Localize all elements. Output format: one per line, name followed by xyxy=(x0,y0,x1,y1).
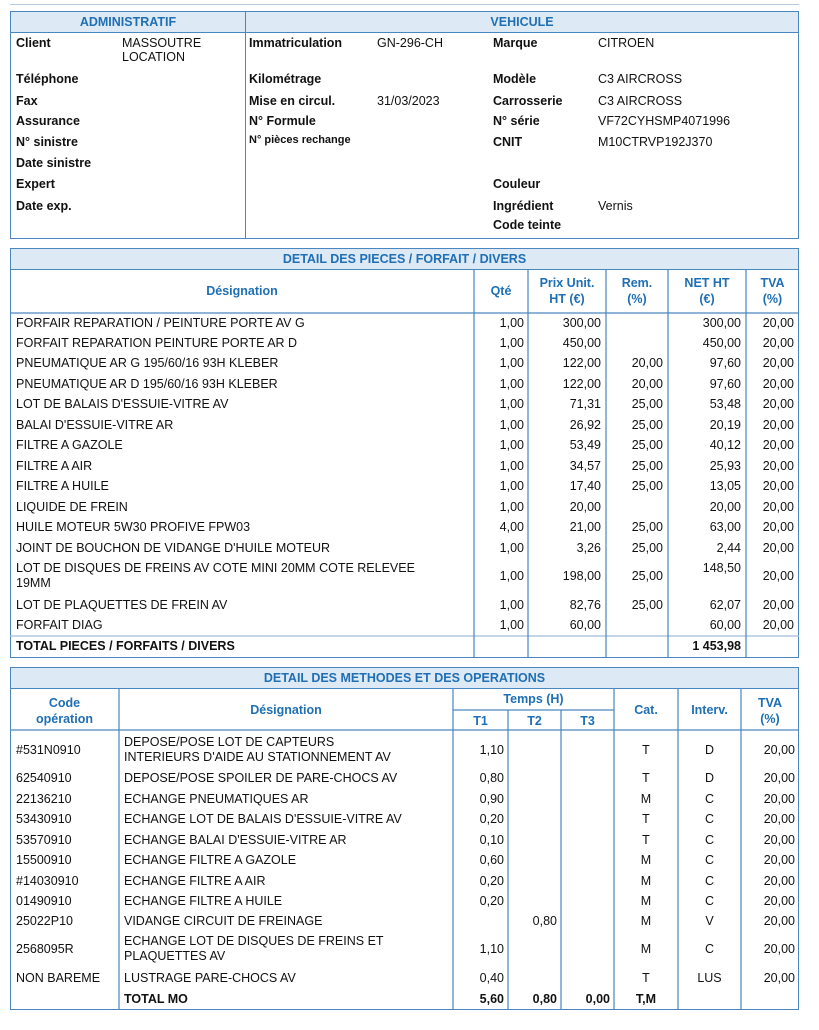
ops-row-tva: 20,00 xyxy=(763,792,795,806)
parts-row-qty: 1,00 xyxy=(499,316,524,330)
ops-row-interv: C xyxy=(704,874,715,888)
ops-row-interv: C xyxy=(704,853,715,867)
ops-row-tva: 20,00 xyxy=(763,894,795,908)
parts-row-net: 148,50 xyxy=(702,561,741,575)
parts-row-designation: FILTRE A AIR xyxy=(16,459,93,473)
parts-row-designation: JOINT DE BOUCHON DE VIDANGE D'HUILE MOTEUR xyxy=(16,541,330,555)
ops-row-designation: ECHANGE LOT DE DISQUES DE FREINS ET PLAQUETTES AV xyxy=(124,934,384,963)
parts-row-rem: 25,00 xyxy=(631,569,663,583)
admin-label: Client xyxy=(16,36,51,50)
ops-row-cat: M xyxy=(640,894,652,908)
ops-total-t2: 0,80 xyxy=(532,992,557,1006)
parts-row-qty: 1,00 xyxy=(499,356,524,370)
ops-total-t1: 5,60 xyxy=(479,992,504,1006)
vehicle-value: VF72CYHSMP4071996 xyxy=(598,114,731,128)
admin-value: MASSOUTRE LOCATION xyxy=(122,36,202,64)
ops-row-designation: ECHANGE FILTRE A GAZOLE xyxy=(124,853,297,867)
parts-row-designation: FILTRE A GAZOLE xyxy=(16,438,123,452)
ops-row-code: #14030910 xyxy=(16,874,79,888)
ops-row-interv: LUS xyxy=(697,971,722,985)
parts-row-rem: 20,00 xyxy=(631,377,663,391)
parts-row-rem: 25,00 xyxy=(631,418,663,432)
ops-row-code: #531N0910 xyxy=(16,743,81,757)
ops-row-designation: ECHANGE BALAI D'ESSUIE-VITRE AR xyxy=(124,833,347,847)
parts-row-tva: 20,00 xyxy=(762,377,794,391)
parts-header-rem: Rem. (%) xyxy=(621,276,653,306)
parts-row-qty: 1,00 xyxy=(499,479,524,493)
parts-row-qty: 1,00 xyxy=(499,541,524,555)
ops-row-t1: 0,40 xyxy=(479,971,504,985)
parts-row-designation: LOT DE BALAIS D'ESSUIE-VITRE AV xyxy=(16,397,229,411)
parts-row-qty: 1,00 xyxy=(499,598,524,612)
parts-row-net: 20,00 xyxy=(709,500,741,514)
ops-header-t2: T2 xyxy=(527,714,542,728)
ops-row-interv: C xyxy=(704,833,715,847)
parts-row-rem: 25,00 xyxy=(631,438,663,452)
ops-row-designation: LUSTRAGE PARE-CHOCS AV xyxy=(124,971,296,985)
ops-row-t1: 0,90 xyxy=(479,792,504,806)
parts-row-tva: 20,00 xyxy=(762,316,794,330)
parts-row-designation: FORFAIT REPARATION PEINTURE PORTE AR D xyxy=(16,336,298,350)
parts-row-tva: 20,00 xyxy=(762,336,794,350)
ops-row-tva: 20,00 xyxy=(763,874,795,888)
ops-total-cat: T,M xyxy=(635,992,657,1006)
parts-row-rem: 25,00 xyxy=(631,459,663,473)
parts-row-tva: 20,00 xyxy=(762,418,794,432)
ops-row-t1: 0,10 xyxy=(479,833,504,847)
ops-row-code: 2568095R xyxy=(16,942,74,956)
ops-header-cat: Cat. xyxy=(634,703,658,717)
ops-row-cat: T xyxy=(642,743,650,757)
ops-row-t1: 0,80 xyxy=(479,771,504,785)
parts-row-qty: 1,00 xyxy=(499,618,524,632)
ops-row-designation: ECHANGE PNEUMATIQUES AR xyxy=(124,792,309,806)
parts-row-rem: 25,00 xyxy=(631,520,663,534)
ops-row-t1: 1,10 xyxy=(479,942,504,956)
ops-row-designation: VIDANGE CIRCUIT DE FREINAGE xyxy=(124,914,323,928)
parts-row-tva: 20,00 xyxy=(762,397,794,411)
parts-row-qty: 1,00 xyxy=(499,377,524,391)
ops-row-t2: 0,80 xyxy=(532,914,557,928)
ops-row-t1: 0,20 xyxy=(479,874,504,888)
ops-row-cat: T xyxy=(642,771,650,785)
parts-row-tva: 20,00 xyxy=(762,356,794,370)
parts-row-net: 63,00 xyxy=(709,520,741,534)
parts-row-tva: 20,00 xyxy=(762,598,794,612)
parts-row-tva: 20,00 xyxy=(762,500,794,514)
ops-header-temps: Temps (H) xyxy=(503,692,564,706)
parts-row-qty: 1,00 xyxy=(499,336,524,350)
parts-row-unit-price: 71,31 xyxy=(569,397,601,411)
parts-row-net: 2,44 xyxy=(716,541,741,555)
ops-row-t1: 0,20 xyxy=(479,812,504,826)
parts-header-net: NET HT (€) xyxy=(684,276,730,306)
ops-row-code: 25022P10 xyxy=(16,914,74,928)
parts-row-designation: PNEUMATIQUE AR G 195/60/16 93H KLEBER xyxy=(16,356,279,370)
parts-row-rem: 25,00 xyxy=(631,479,663,493)
ops-row-cat: M xyxy=(640,792,652,806)
ops-row-code: 53570910 xyxy=(16,833,72,847)
parts-row-designation: FORFAIR REPARATION / PEINTURE PORTE AV G xyxy=(16,316,305,330)
parts-row-unit-price: 26,92 xyxy=(569,418,601,432)
admin-label: Téléphone xyxy=(16,72,79,86)
vehicle-label: Couleur xyxy=(493,177,541,191)
vehicle-label: N° pièces rechange xyxy=(249,134,351,146)
parts-header-unit-price: Prix Unit. HT (€) xyxy=(539,276,595,306)
ops-row-interv: C xyxy=(704,894,715,908)
parts-row-designation: LOT DE DISQUES DE FREINS AV COTE MINI 20MM COTE RELEVEE 19MM xyxy=(16,561,415,590)
parts-row-net: 97,60 xyxy=(709,356,741,370)
ops-row-code: 62540910 xyxy=(16,771,72,785)
ops-row-t1: 0,60 xyxy=(479,853,504,867)
ops-header-tva: TVA (%) xyxy=(757,696,783,726)
parts-row-unit-price: 300,00 xyxy=(562,316,601,330)
parts-row-qty: 1,00 xyxy=(499,397,524,411)
ops-row-t1: 0,20 xyxy=(479,894,504,908)
parts-row-net: 25,93 xyxy=(709,459,741,473)
parts-row-net: 40,12 xyxy=(709,438,741,452)
ops-row-cat: M xyxy=(640,874,652,888)
parts-row-unit-price: 21,00 xyxy=(569,520,601,534)
vehicle-value: 31/03/2023 xyxy=(377,94,440,108)
ops-row-tva: 20,00 xyxy=(763,833,795,847)
ops-row-interv: C xyxy=(704,792,715,806)
parts-row-designation: LIQUIDE DE FREIN xyxy=(16,500,128,514)
vehicle-title: VEHICULE xyxy=(246,12,798,33)
top-rule xyxy=(10,0,799,5)
ops-row-code: 01490910 xyxy=(16,894,72,908)
vehicle-label: Immatriculation xyxy=(249,36,343,50)
parts-header-designation: Désignation xyxy=(206,284,278,298)
parts-row-tva: 20,00 xyxy=(762,520,794,534)
parts-row-unit-price: 82,76 xyxy=(569,598,601,612)
ops-row-cat: T xyxy=(642,812,650,826)
admin-label: Date exp. xyxy=(16,199,72,213)
parts-row-unit-price: 34,57 xyxy=(569,459,601,473)
ops-row-tva: 20,00 xyxy=(763,971,795,985)
parts-row-rem: 20,00 xyxy=(631,356,663,370)
parts-row-tva: 20,00 xyxy=(762,479,794,493)
admin-label: Expert xyxy=(16,177,55,191)
ops-row-code: 22136210 xyxy=(16,792,72,806)
vehicle-label: N° Formule xyxy=(249,114,316,128)
parts-row-rem: 25,00 xyxy=(631,397,663,411)
parts-row-unit-price: 122,00 xyxy=(562,377,601,391)
vehicle-label: Carrosserie xyxy=(493,94,563,108)
ops-row-code: NON BAREME xyxy=(16,971,101,985)
ops-row-designation: DEPOSE/POSE LOT DE CAPTEURS INTERIEURS D'AIDE AU STATIONNEMENT AV xyxy=(124,735,391,764)
vehicle-label: Code teinte xyxy=(493,218,562,232)
ops-row-cat: M xyxy=(640,853,652,867)
parts-header-tva: TVA (%) xyxy=(760,276,785,306)
ops-row-interv: V xyxy=(705,914,714,928)
parts-row-tva: 20,00 xyxy=(762,618,794,632)
parts-row-qty: 1,00 xyxy=(499,500,524,514)
parts-row-net: 62,07 xyxy=(709,598,741,612)
vehicle-label: Mise en circul. xyxy=(249,94,336,108)
ops-row-designation: ECHANGE LOT DE BALAIS D'ESSUIE-VITRE AV xyxy=(124,812,402,826)
operations-title: DETAIL DES METHODES ET DES OPERATIONS xyxy=(11,668,798,689)
parts-row-tva: 20,00 xyxy=(762,569,794,583)
vehicle-value: M10CTRVP192J370 xyxy=(598,135,713,149)
parts-section xyxy=(10,248,799,658)
parts-row-net: 450,00 xyxy=(702,336,741,350)
parts-row-tva: 20,00 xyxy=(762,541,794,555)
parts-row-net: 60,00 xyxy=(709,618,741,632)
parts-row-tva: 20,00 xyxy=(762,459,794,473)
ops-header-t1: T1 xyxy=(473,714,488,728)
ops-total-label: TOTAL MO xyxy=(124,992,188,1006)
vehicle-label: Ingrédient xyxy=(493,199,554,213)
vehicle-value: C3 AIRCROSS xyxy=(598,72,683,86)
parts-row-tva: 20,00 xyxy=(762,438,794,452)
parts-row-net: 53,48 xyxy=(709,397,741,411)
parts-row-qty: 1,00 xyxy=(499,438,524,452)
admin-title: ADMINISTRATIF xyxy=(11,12,245,33)
vehicle-label: Marque xyxy=(493,36,538,50)
parts-row-designation: FORFAIT DIAG xyxy=(16,618,103,632)
parts-row-designation: BALAI D'ESSUIE-VITRE AR xyxy=(16,418,174,432)
vehicle-label: CNIT xyxy=(493,135,523,149)
parts-row-unit-price: 20,00 xyxy=(569,500,601,514)
ops-row-interv: D xyxy=(704,743,715,757)
vehicle-value: Vernis xyxy=(598,199,633,213)
parts-row-net: 97,60 xyxy=(709,377,741,391)
parts-row-designation: LOT DE PLAQUETTES DE FREIN AV xyxy=(16,598,228,612)
ops-row-tva: 20,00 xyxy=(763,914,795,928)
parts-row-qty: 1,00 xyxy=(499,459,524,473)
ops-header-t3: T3 xyxy=(580,714,595,728)
ops-row-designation: ECHANGE FILTRE A HUILE xyxy=(124,894,283,908)
admin-label: N° sinistre xyxy=(16,135,78,149)
parts-row-rem: 25,00 xyxy=(631,598,663,612)
parts-row-designation: PNEUMATIQUE AR D 195/60/16 93H KLEBER xyxy=(16,377,278,391)
parts-row-rem: 25,00 xyxy=(631,541,663,555)
parts-title: DETAIL DES PIECES / FORFAIT / DIVERS xyxy=(11,249,798,270)
ops-row-code: 53430910 xyxy=(16,812,72,826)
ops-header-interv: Interv. xyxy=(691,703,728,717)
ops-row-tva: 20,00 xyxy=(763,942,795,956)
ops-header-code: Code opération xyxy=(36,696,93,726)
parts-row-unit-price: 17,40 xyxy=(569,479,601,493)
parts-row-net: 300,00 xyxy=(702,316,741,330)
vehicle-value: C3 AIRCROSS xyxy=(598,94,683,108)
parts-row-designation: HUILE MOTEUR 5W30 PROFIVE FPW03 xyxy=(16,520,251,534)
ops-header-designation: Désignation xyxy=(250,703,322,717)
parts-row-qty: 1,00 xyxy=(499,418,524,432)
admin-label: Date sinistre xyxy=(16,156,92,170)
ops-row-cat: T xyxy=(642,833,650,847)
ops-row-code: 15500910 xyxy=(16,853,72,867)
ops-row-cat: T xyxy=(642,971,650,985)
parts-row-unit-price: 122,00 xyxy=(562,356,601,370)
ops-row-cat: M xyxy=(640,914,652,928)
parts-total-value: 1 453,98 xyxy=(692,639,741,653)
vehicle-value: GN-296-CH xyxy=(377,36,443,50)
parts-row-unit-price: 60,00 xyxy=(569,618,601,632)
ops-row-tva: 20,00 xyxy=(763,771,795,785)
parts-row-net: 13,05 xyxy=(709,479,741,493)
ops-row-t1: 1,10 xyxy=(479,743,504,757)
parts-row-unit-price: 53,49 xyxy=(569,438,601,452)
ops-row-tva: 20,00 xyxy=(763,812,795,826)
parts-row-unit-price: 3,26 xyxy=(576,541,601,555)
ops-row-tva: 20,00 xyxy=(763,853,795,867)
admin-label: Fax xyxy=(16,94,38,108)
parts-row-qty: 1,00 xyxy=(499,569,524,583)
parts-row-unit-price: 198,00 xyxy=(562,569,601,583)
ops-row-tva: 20,00 xyxy=(763,743,795,757)
parts-total-label: TOTAL PIECES / FORFAITS / DIVERS xyxy=(16,639,235,653)
ops-row-interv: D xyxy=(704,771,715,785)
admin-label: Assurance xyxy=(16,114,80,128)
vehicle-value: CITROEN xyxy=(598,36,655,50)
parts-row-unit-price: 450,00 xyxy=(562,336,601,350)
ops-total-t3: 0,00 xyxy=(585,992,610,1006)
parts-row-qty: 4,00 xyxy=(499,520,524,534)
parts-header-qty: Qté xyxy=(490,284,512,298)
parts-row-net: 20,19 xyxy=(709,418,741,432)
ops-row-interv: C xyxy=(704,812,715,826)
ops-row-interv: C xyxy=(704,942,715,956)
vehicle-label: Modèle xyxy=(493,72,537,86)
ops-row-designation: DEPOSE/POSE SPOILER DE PARE-CHOCS AV xyxy=(124,771,398,785)
ops-row-designation: ECHANGE FILTRE A AIR xyxy=(124,874,266,888)
parts-row-designation: FILTRE A HUILE xyxy=(16,479,109,493)
vehicle-label: N° série xyxy=(493,114,540,128)
ops-row-cat: M xyxy=(640,942,652,956)
vehicle-label: Kilométrage xyxy=(249,72,322,86)
